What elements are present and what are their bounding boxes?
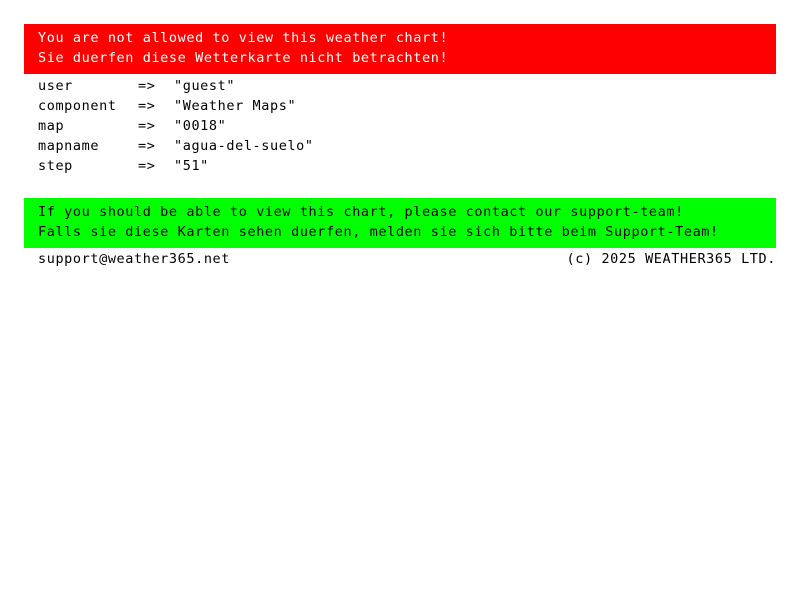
error-banner-line-de: Sie duerfen diese Wetterkarte nicht betrachten! [38, 50, 449, 66]
param-key: step [38, 158, 73, 174]
param-key: component [38, 98, 117, 114]
param-value: "0018" [174, 118, 227, 134]
param-key: map [38, 118, 65, 134]
param-value: "Weather Maps" [174, 98, 297, 114]
info-banner-line-de: Falls sie diese Karten sehen duerfen, melden sie sich bitte beim Support-Team! [38, 224, 719, 240]
table-row [38, 80, 314, 100]
param-arrow: => [138, 98, 156, 114]
info-banner [24, 198, 776, 248]
table-row [38, 120, 314, 140]
param-arrow: => [138, 138, 156, 154]
param-arrow: => [138, 158, 156, 174]
param-arrow: => [138, 78, 156, 94]
param-value: "guest" [174, 78, 236, 94]
info-banner-line-en: If you should be able to view this chart, please contact our support-team! [38, 204, 684, 220]
table-row [38, 140, 314, 160]
param-value: "51" [174, 158, 209, 174]
error-banner-line-en: You are not allowed to view this weather chart! [38, 30, 449, 46]
footer [38, 251, 776, 267]
param-value: "agua-del-suelo" [174, 138, 314, 154]
param-key: mapname [38, 138, 100, 154]
table-row [38, 160, 314, 180]
copyright-text: (c) 2025 WEATHER365 LTD. [566, 251, 776, 267]
parameter-table [38, 80, 314, 180]
support-email-link[interactable]: support@weather365.net [38, 251, 231, 267]
param-arrow: => [138, 118, 156, 134]
param-key: user [38, 78, 73, 94]
table-row [38, 100, 314, 120]
error-banner [24, 24, 776, 74]
